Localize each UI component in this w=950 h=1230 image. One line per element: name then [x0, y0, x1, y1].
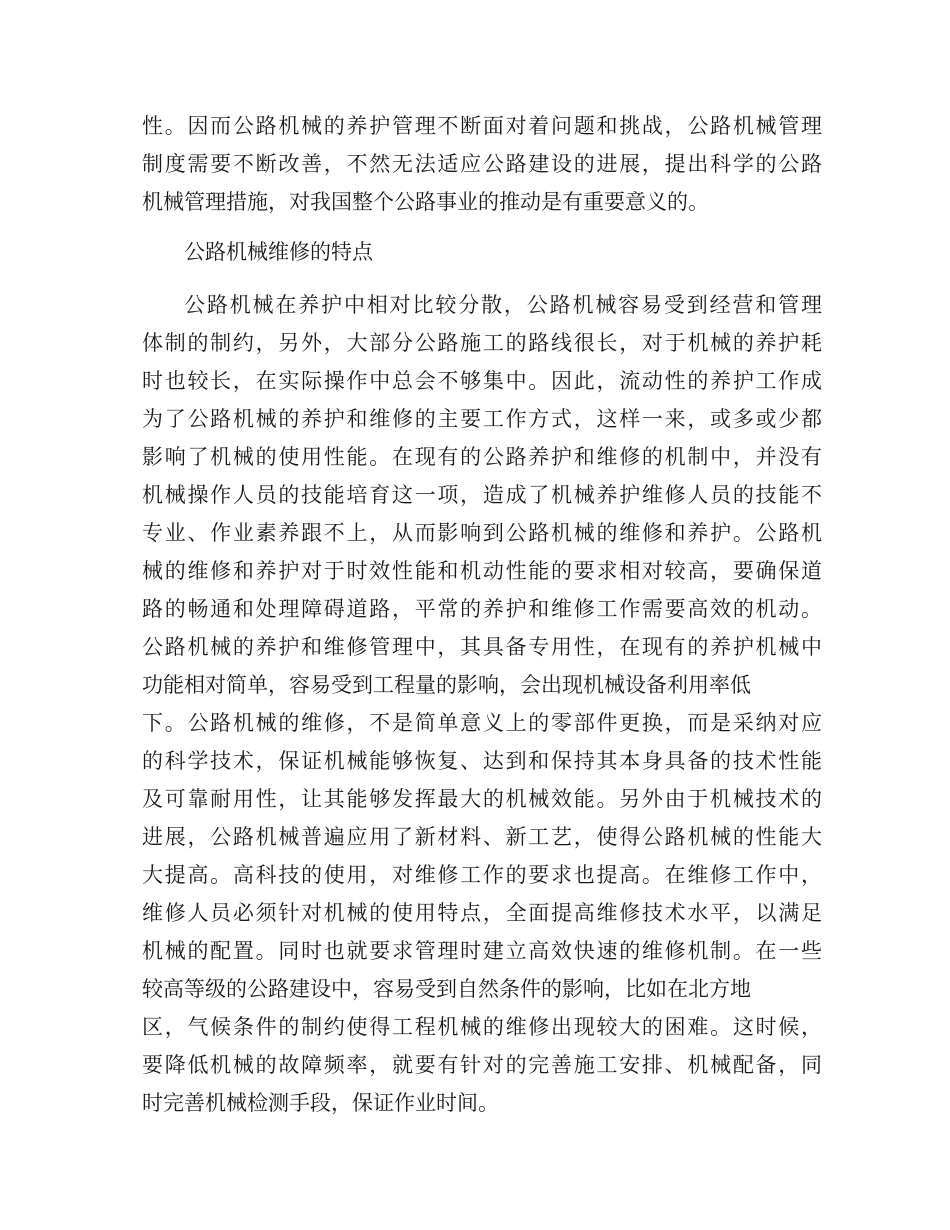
paragraph-line: 体制的制约，另外，大部分公路施工的路线很长，对于机械的养护耗: [142, 331, 822, 355]
paragraph-line: 为了公路机械的养护和维修的主要工作方式，这样一来，或多或少都: [142, 407, 822, 431]
paragraph-line: 较高等级的公路建设中，容易受到自然条件的影响，比如在北方地: [142, 977, 751, 1001]
paragraph-line: 时完善机械检测手段，保证作业时间。: [142, 1091, 499, 1115]
paragraph-line: 区，气候条件的制约使得工程机械的维修出现较大的困难。这时候，: [142, 1015, 822, 1039]
paragraph-line: 维修人员必须针对机械的使用特点，全面提高维修技术水平，以满足: [142, 901, 822, 925]
paragraph-line: 公路机械的养护和维修管理中，其具备专用性，在现有的养护机械中: [142, 635, 822, 659]
paragraph-line: 下。公路机械的维修，不是简单意义上的零部件更换，而是采纳对应: [142, 711, 822, 735]
paragraph-line: 专业、作业素养跟不上，从而影响到公路机械的维修和养护。公路机: [142, 521, 822, 545]
section-heading: 公路机械维修的特点: [184, 240, 373, 264]
paragraph-line: 影响了机械的使用性能。在现有的公路养护和维修的机制中，并没有: [142, 445, 822, 469]
paragraph-line: 公路机械在养护中相对比较分散，公路机械容易受到经营和管理: [184, 293, 822, 317]
paragraph-line: 进展，公路机械普遍应用了新材料、新工艺，使得公路机械的性能大: [142, 825, 822, 849]
paragraph-line: 性。因而公路机械的养护管理不断面对着问题和挑战，公路机械管理: [142, 114, 822, 138]
paragraph-line: 时也较长，在实际操作中总会不够集中。因此，流动性的养护工作成: [142, 369, 822, 393]
paragraph-line: 机械的配置。同时也就要求管理时建立高效快速的维修机制。在一些: [142, 939, 822, 963]
paragraph-line: 要降低机械的故障频率，就要有针对的完善施工安排、机械配备，同: [142, 1053, 822, 1077]
body-paragraph: [142, 286, 822, 1122]
paragraph-line: 及可靠耐用性，让其能够发挥最大的机械效能。另外由于机械技术的: [142, 787, 822, 811]
paragraph-line: 机械管理措施，对我国整个公路事业的推动是有重要意义的。: [142, 190, 709, 214]
paragraph-line: 大提高。高科技的使用，对维修工作的要求也提高。在维修工作中，: [142, 863, 822, 887]
paragraph-line: 功能相对简单，容易受到工程量的影响，会出现机械设备利用率低: [142, 673, 751, 697]
paragraph-line: 械的维修和养护对于时效性能和机动性能的要求相对较高，要确保道: [142, 559, 822, 583]
intro-paragraph: [142, 107, 822, 221]
paragraph-line: 机械操作人员的技能培育这一项，造成了机械养护维修人员的技能不: [142, 483, 822, 507]
paragraph-line: 制度需要不断改善，不然无法适应公路建设的进展，提出科学的公路: [142, 152, 822, 176]
section-heading-block: [142, 233, 822, 271]
paragraph-line: 路的畅通和处理障碍道路，平常的养护和维修工作需要高效的机动。: [142, 597, 822, 621]
paragraph-line: 的科学技术，保证机械能够恢复、达到和保持其本身具备的技术性能: [142, 749, 822, 773]
